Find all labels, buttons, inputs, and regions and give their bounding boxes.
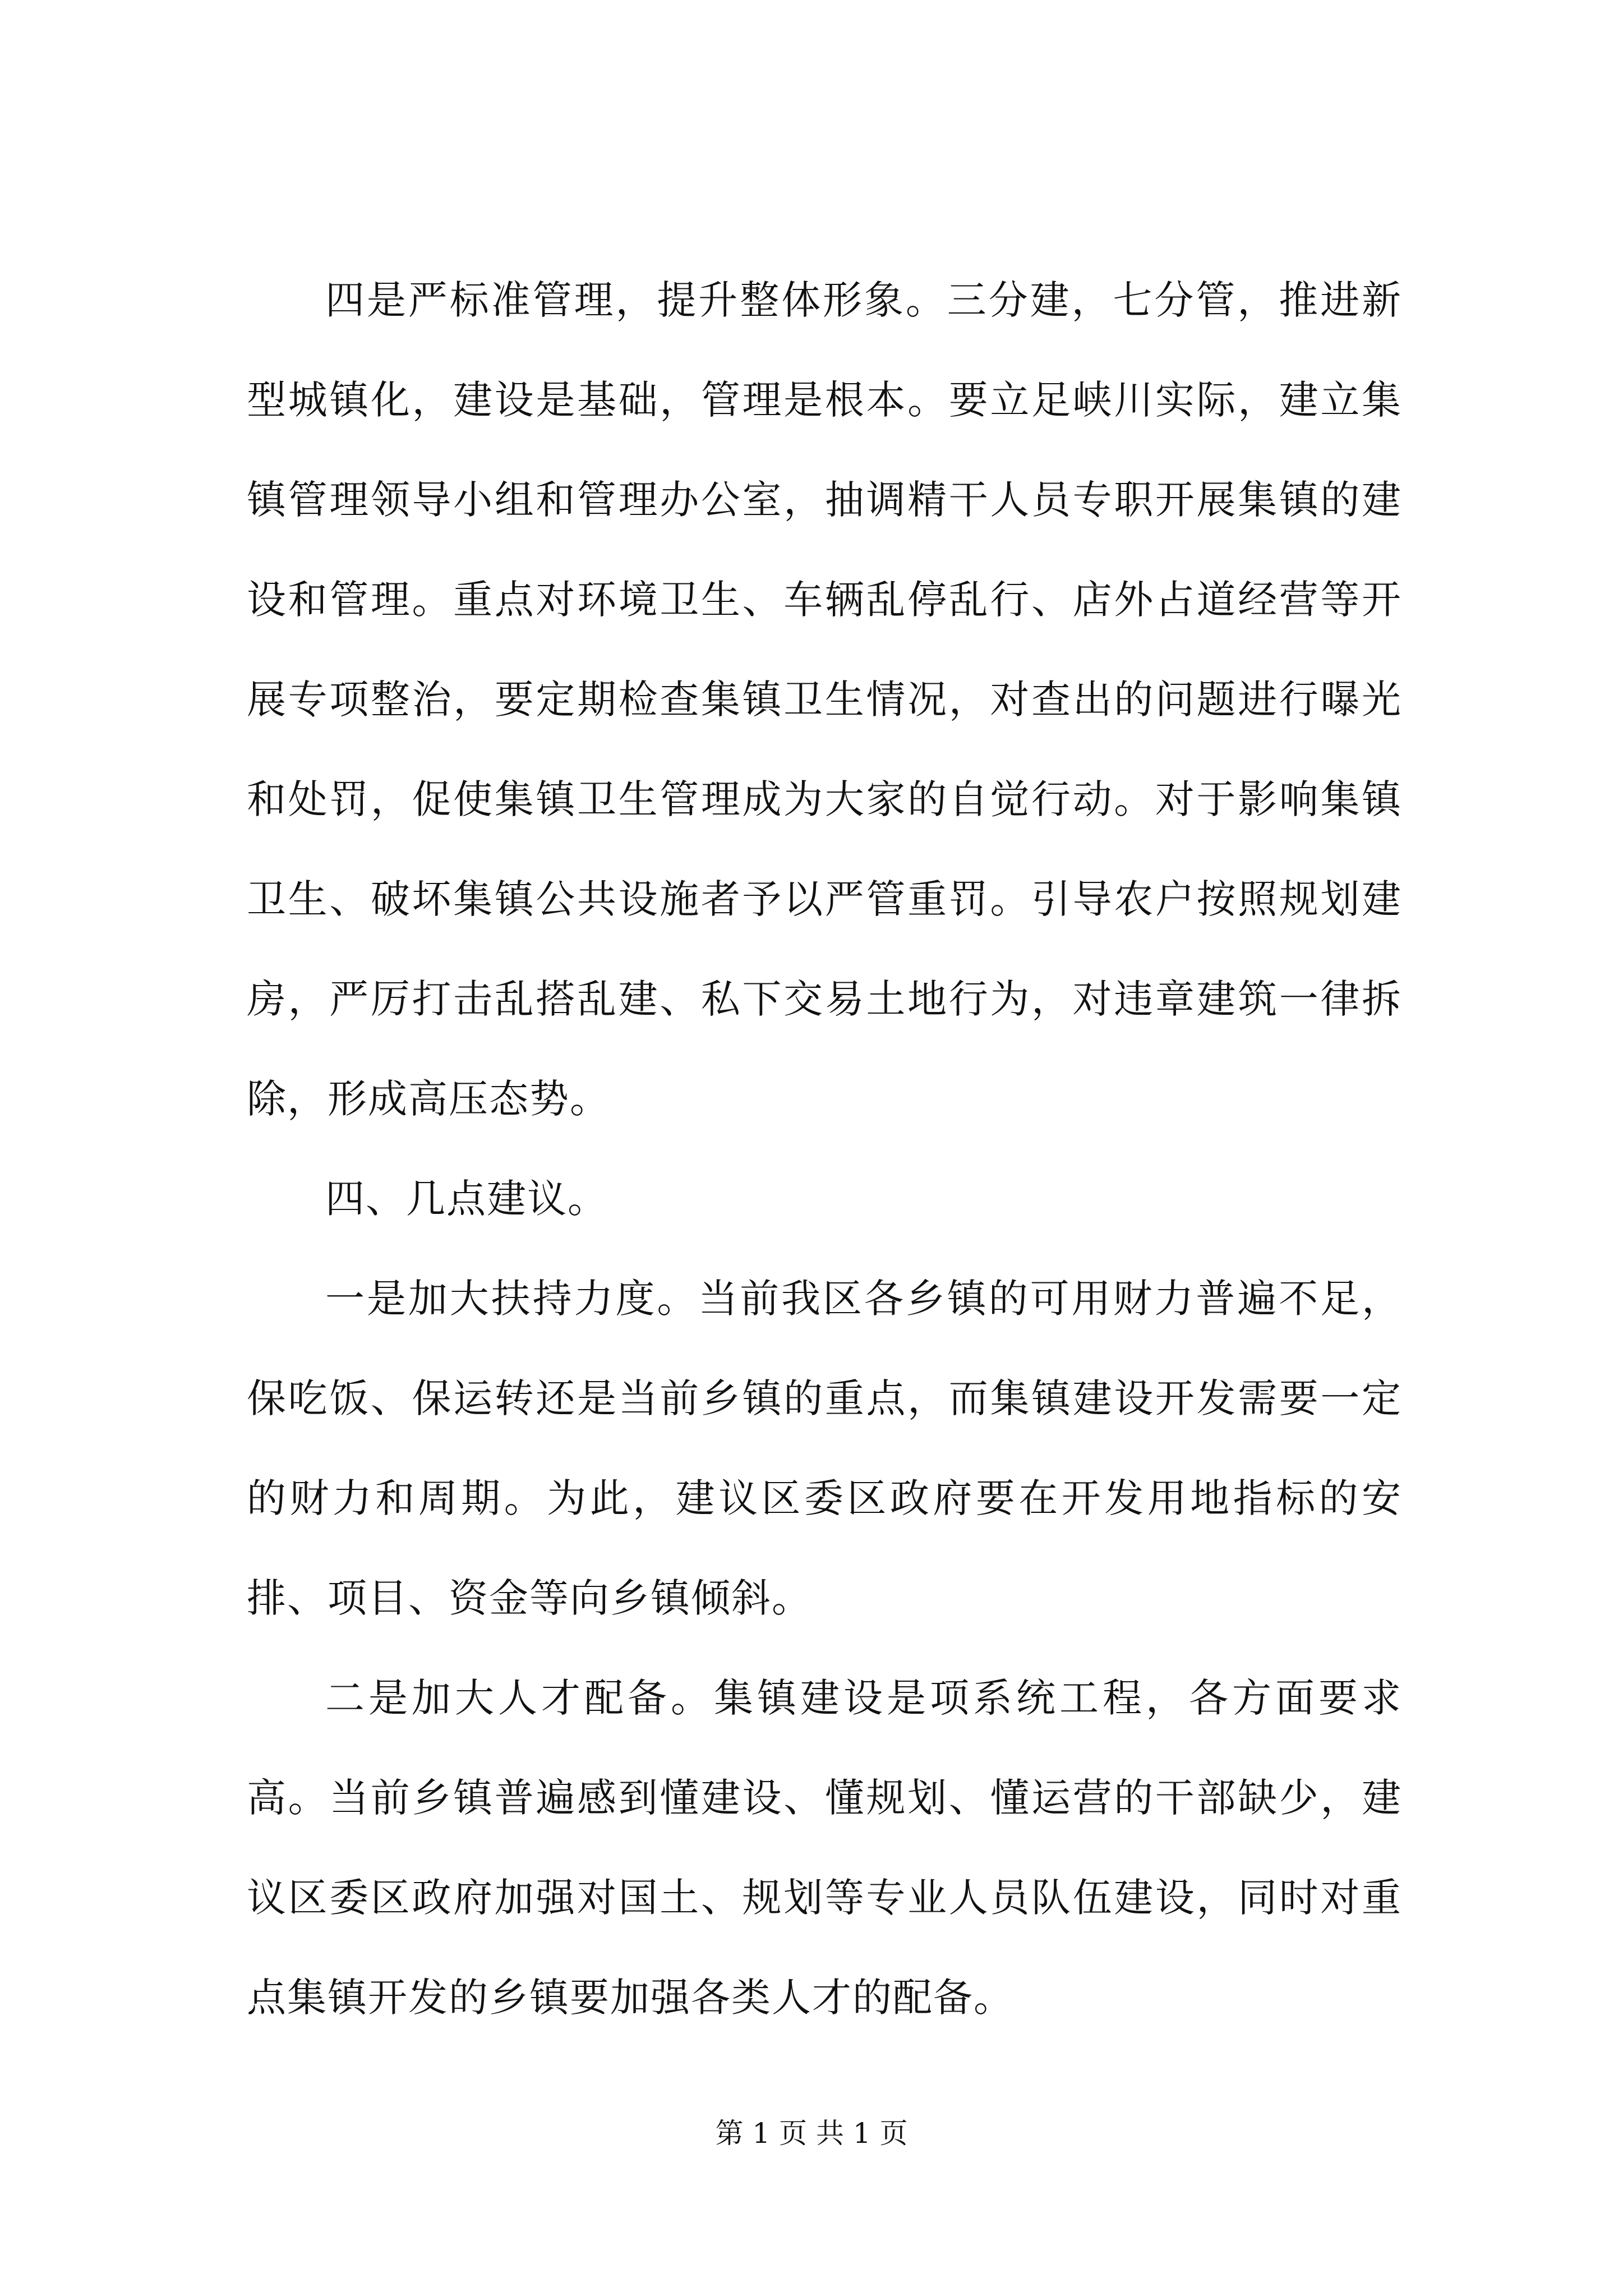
paragraph-talent: 二是加大人才配备。集镇建设是项系统工程，各方面要求高。当前乡镇普遍感到懂建设、懂规划、懂运营的干部缺少，建议区委区政府加强对国土、规划等专业人员队伍建设，同时对重点集镇开发的乡镇要加强各类人才的配备。 <box>247 1675 1402 2021</box>
paragraph-funding-support: 一是加大扶持力度。当前我区各乡镇的可用财力普遍不足，保吃饭、保运转还是当前乡镇的重点，而集镇建设开发需要一定的财力和周期。为此，建议区委区政府要在开发用地指标的安排、项目、资金等向乡镇倾斜。 <box>247 1276 1402 1621</box>
section-heading-suggestions: 四、几点建议。 <box>325 1176 608 1222</box>
page-footer: 第 1 页 共 1 页 <box>715 2117 908 2150</box>
body-text <box>247 250 1402 2047</box>
paragraph-management: 四是严标准管理，提升整体形象。三分建，七分管，推进新型城镇化，建设是基础，管理是根本。要立足峡川实际，建立集镇管理领导小组和管理办公室，抽调精干人员专职开展集镇的建设和管理。重点对环境卫生、车辆乱停乱行、店外占道经营等开展专项整治，要定期检查集镇卫生情况，对查出的问题进行曝光和处罚，促使集镇卫生管理成为大家的自觉行动。对于影响集镇卫生、破坏集镇公共设施者予以严管重罚。引导农户按照规划建房，严厉打击乱搭乱建、私下交易土地行为，对违章建筑一律拆除，形成高压态势。 <box>247 277 1402 1122</box>
